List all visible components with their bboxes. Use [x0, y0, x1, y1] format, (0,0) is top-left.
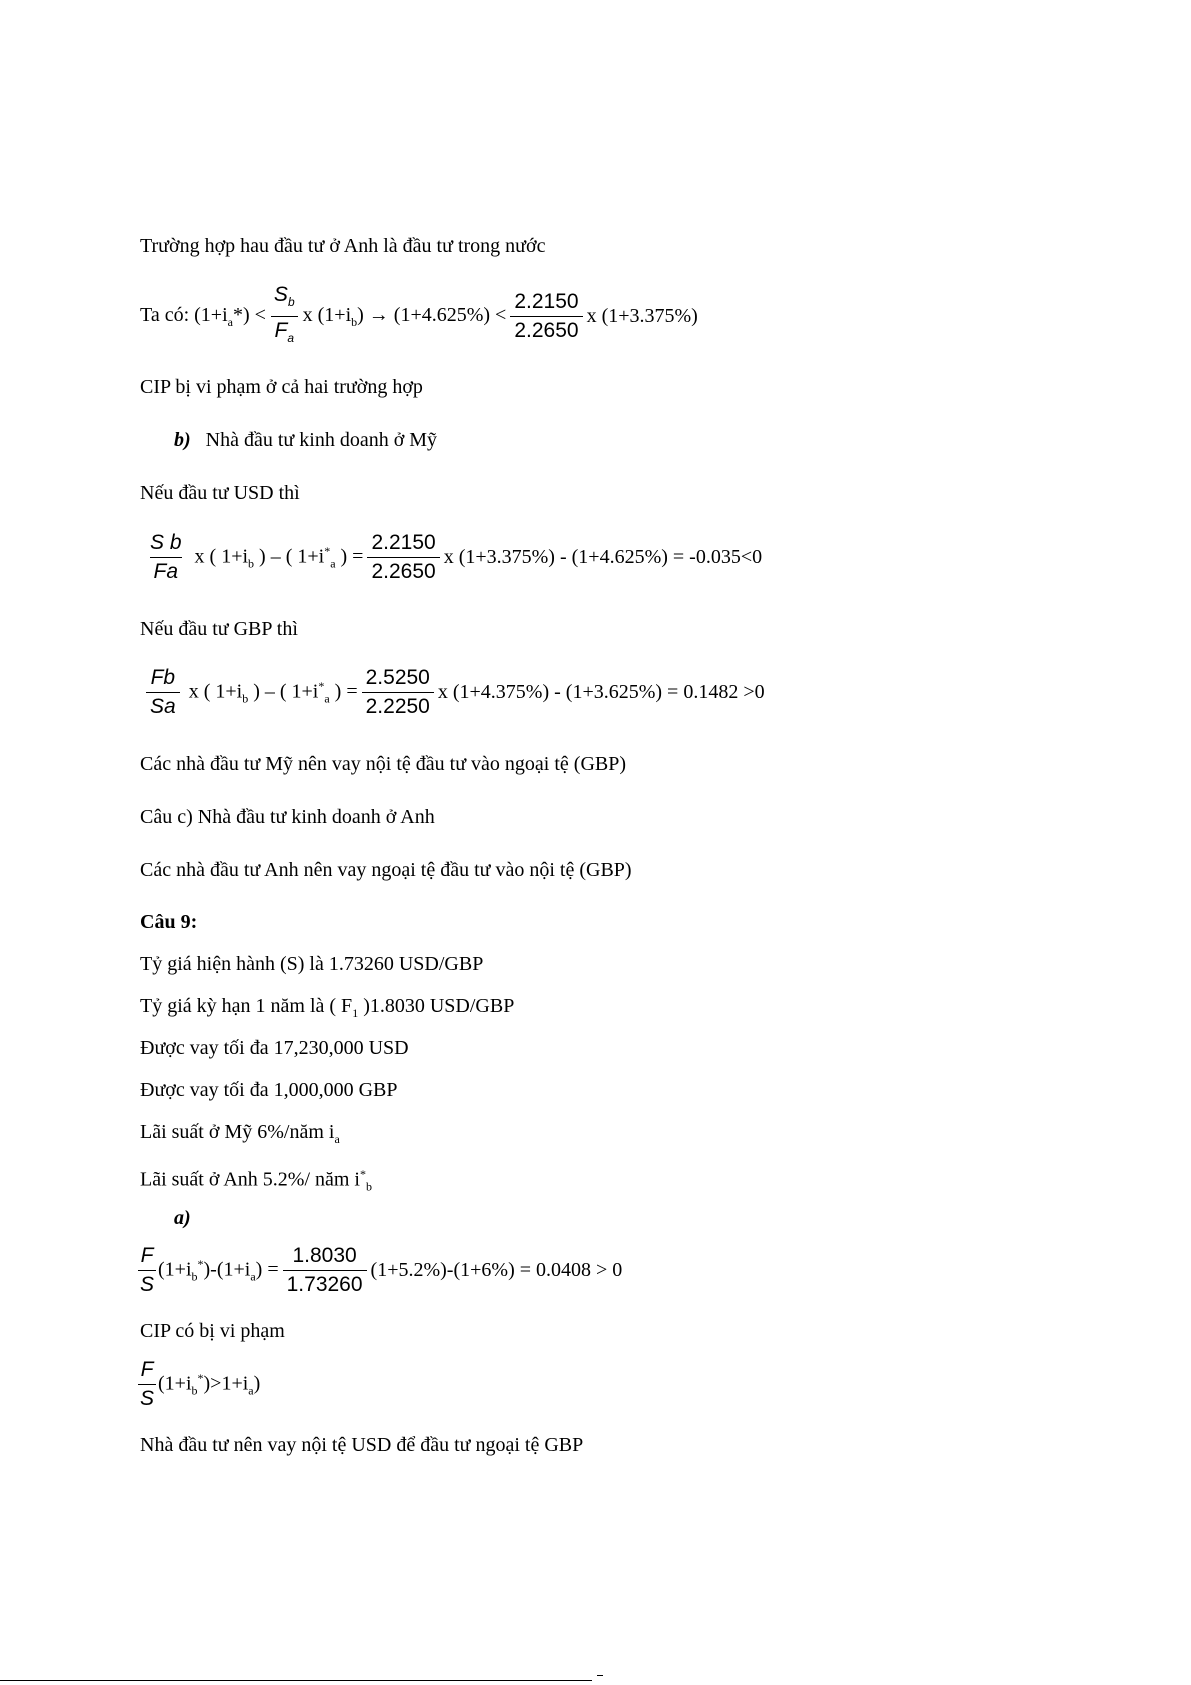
- eq3-mid: x ( $1+i_b$ ) – ( $1+i^*_a$ ) =: [188, 678, 358, 706]
- equation-5: [138, 1358, 260, 1411]
- borrow-usd-line: Được vay tối đa 17,230,000 USD: [140, 1037, 409, 1059]
- eq2-fraction-rates: $\frac{2.2150}{2.2650}$: [367, 531, 439, 584]
- footer-rule: [0, 1680, 592, 1681]
- eq4-mid: $(1+i_b^*)-(1+i_a)$ =: [158, 1256, 279, 1284]
- section-b-heading: b) Nhà đầu tư kinh doanh ở Mỹ: [174, 429, 438, 451]
- cau-9-heading: Câu 9:: [140, 911, 198, 933]
- equation-4: [138, 1244, 622, 1297]
- us-conclusion-line: Các nhà đầu tư Mỹ nên vay nội tệ đầu tư vào ngoại tệ (GBP): [140, 753, 627, 775]
- spot-rate-line: Tỷ giá hiện hành (S) là 1.73260 USD/GBP: [140, 953, 484, 975]
- equation-3: [142, 666, 765, 719]
- eq2-fraction-sb-fa: $\frac{\text{S b}}{Fa}$: [150, 531, 182, 583]
- equation-1: [140, 283, 698, 350]
- if-gbp-line: Nếu đầu tư GBP thì: [140, 618, 298, 640]
- section-a-heading: a): [174, 1207, 191, 1229]
- eq3-fraction-rates: $\frac{2.5250}{2.2250}$: [362, 666, 434, 719]
- eq3-fraction-fb-sa: $\frac{Fb}{Sa}$: [146, 666, 180, 719]
- rate-us-line: Lãi suất ở Mỹ 6%/năm $i_a$: [140, 1121, 340, 1146]
- rate-uk-line: Lãi suất ở Anh 5.2%/ năm $i^*_b$: [140, 1167, 372, 1194]
- eq5-fraction-f-s: $\frac{F}{S}$: [140, 1358, 155, 1410]
- eq2-mid: x ( $1+i_b$ ) – ( $1+i^*_a$ ) =: [194, 543, 364, 571]
- intro-line: Trường hợp hau đầu tư ở Anh là đầu tư trong nước: [140, 235, 546, 257]
- if-usd-line: Nếu đầu tư USD thì: [140, 482, 300, 504]
- eq4-fraction-rates: $\frac{1.8030}{1.73260}$: [283, 1244, 367, 1297]
- cip-violated-line: CIP có bị vi phạm: [140, 1320, 285, 1342]
- borrow-gbp-line: Được vay tối đa 1,000,000 GBP: [140, 1079, 398, 1101]
- eq4-fraction-f-s: $\frac{F}{S}$: [140, 1244, 155, 1296]
- uk-conclusion-line: Các nhà đầu tư Anh nên vay ngoại tệ đầu tư vào nội tệ (GBP): [140, 859, 632, 881]
- equation-2: [142, 531, 762, 584]
- eq2-post: x (1+3.375%) - (1+4.625%) = -0.035<0: [443, 546, 763, 568]
- eq1-mid: x $(1+i_b) \to (1+4.625\%)$ <: [302, 303, 507, 329]
- cau-c-line: Câu c) Nhà đầu tư kinh doanh ở Anh: [140, 806, 435, 828]
- eq3-post: x (1+4.375%) - (1+3.625%) = 0.1482 >0: [437, 681, 765, 703]
- eq1-fraction-sb-fa: $\frac{S_b}{F_a}$: [270, 283, 299, 350]
- cip-both-line: CIP bị vi phạm ở cả hai trường hợp: [140, 376, 423, 398]
- footer-mark: [597, 1675, 603, 1676]
- eq1-pre: Ta có: $(1+i_a*)$ <: [140, 303, 266, 329]
- eq4-post: (1+5.2%)-(1+6%) = 0.0408 > 0: [370, 1259, 623, 1281]
- final-conclusion-line: Nhà đầu tư nên vay nội tệ USD để đầu tư ngoại tệ GBP: [140, 1434, 584, 1456]
- eq1-fraction-rates: $\frac{2.2150}{2.2650}$: [510, 290, 582, 343]
- forward-rate-line: Tỷ giá kỳ hạn 1 năm là ( $F_1$ )1.8030 USD/GBP: [140, 995, 515, 1020]
- eq5-mid: $(1+i_b^*)>1+i_a$): [158, 1370, 261, 1398]
- eq1-post: x (1+3.375%): [586, 305, 698, 328]
